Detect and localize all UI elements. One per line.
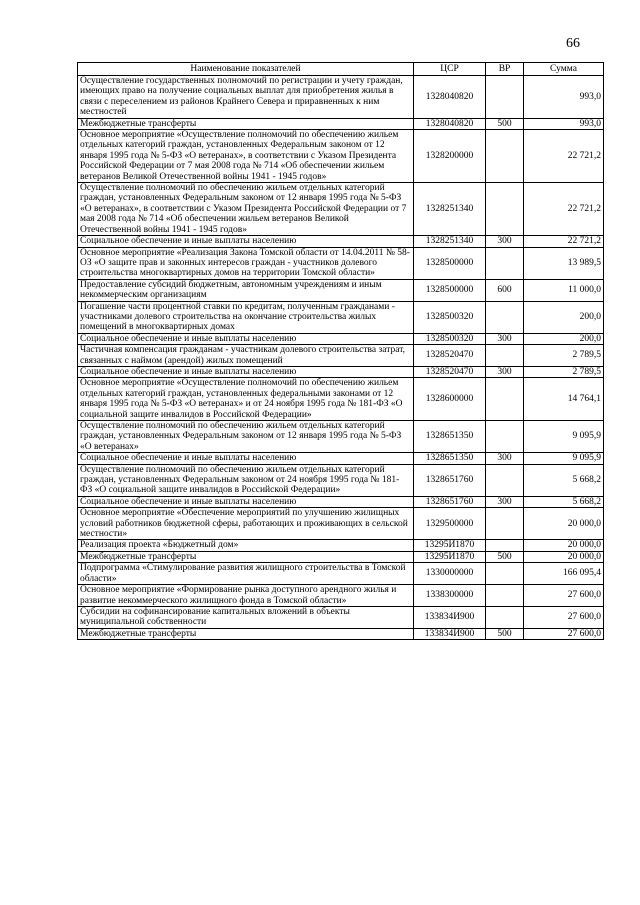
cell-vr: 300 [486, 453, 524, 464]
cell-vr [486, 247, 524, 279]
cell-csr: 1328651760 [414, 496, 486, 507]
table-row [78, 464, 604, 496]
table-row [78, 236, 604, 247]
cell-vr: 500 [486, 118, 524, 129]
cell-csr: 13295И1870 [414, 540, 486, 551]
cell-sum: 5 668,2 [524, 496, 604, 507]
cell-vr [486, 421, 524, 453]
cell-sum: 22 721,2 [524, 236, 604, 247]
cell-vr [486, 378, 524, 421]
cell-sum: 27 600,0 [524, 606, 604, 628]
cell-vr: 300 [486, 333, 524, 344]
table-row [78, 606, 604, 628]
table-row [78, 585, 604, 607]
cell-sum: 2 789,5 [524, 366, 604, 377]
cell-sum: 27 600,0 [524, 585, 604, 607]
cell-name: Осуществление полномочий по обеспечению жильем отдельных категорий граждан, установленных Федеральным законом от 24 ноября 1995 года № 181-ФЗ «О социальной защите инвалидов в Российской Федерации» [78, 464, 414, 496]
cell-vr [486, 464, 524, 496]
cell-name: Погашение части процентной ставки по кредитам, полученным гражданами - участниками долевого строительства на окончание строительства жилых помещений в многоквартирных домах [78, 301, 414, 333]
cell-sum: 11 000,0 [524, 279, 604, 301]
cell-name: Предоставление субсидий бюджетным, автономным учреждениям и иным некоммерческим организациям [78, 279, 414, 301]
cell-name: Основное мероприятие «Формирование рынка доступного арендного жилья и развитие некоммерческого жилищного фонда в Томской области» [78, 585, 414, 607]
cell-csr: 133834И900 [414, 628, 486, 639]
cell-sum: 200,0 [524, 333, 604, 344]
cell-csr: 1328251340 [414, 183, 486, 236]
table-row [78, 333, 604, 344]
cell-name: Основное мероприятие «Обеспечение мероприятий по улучшению жилищных условий работников бюджетной сферы, работающих и проживающих в сельской местности» [78, 508, 414, 540]
cell-name: Реализация проекта «Бюджетный дом» [78, 540, 414, 551]
cell-vr: 500 [486, 551, 524, 562]
cell-vr: 300 [486, 236, 524, 247]
cell-vr [486, 563, 524, 585]
cell-name: Основное мероприятие «Реализация Закона Томской области от 14.04.2011 № 58-ОЗ «О защите прав и законных интересов граждан - участников долевого строительства многоквартирных домов на территории Томской области» [78, 247, 414, 279]
cell-sum: 22 721,2 [524, 130, 604, 183]
table-row [78, 345, 604, 367]
cell-sum: 993,0 [524, 76, 604, 119]
cell-csr: 1338300000 [414, 585, 486, 607]
table-row [78, 551, 604, 562]
cell-name: Основное мероприятие «Осуществление полномочий по обеспечению жильем отдельных категорий граждан, установленных Федеральным законом от 12 января 1995 года № 5-ФЗ «О ветеранах», в соответствии с Указом Президента Российской Федерации от 7 мая 2008 года № 714 «Об обеспечении жильем ветеранов Великой Отечественной войны 1941 - 1945 годов» [78, 130, 414, 183]
cell-name: Подпрограмма «Стимулирование развития жилищного строительства в Томской области» [78, 563, 414, 585]
table-row [78, 118, 604, 129]
header-vr: ВР [486, 63, 524, 76]
table-row [78, 378, 604, 421]
table-row [78, 540, 604, 551]
table-row [78, 366, 604, 377]
cell-sum: 993,0 [524, 118, 604, 129]
cell-sum: 13 989,5 [524, 247, 604, 279]
table-row [78, 279, 604, 301]
cell-csr: 1328500320 [414, 301, 486, 333]
cell-name: Межбюджетные трансферты [78, 551, 414, 562]
cell-sum: 9 095,9 [524, 453, 604, 464]
cell-csr: 13295И1870 [414, 551, 486, 562]
table-row [78, 183, 604, 236]
cell-vr [486, 508, 524, 540]
cell-vr: 300 [486, 496, 524, 507]
cell-sum: 14 764,1 [524, 378, 604, 421]
table-body [78, 76, 604, 640]
cell-vr: 500 [486, 628, 524, 639]
table-row [78, 421, 604, 453]
cell-vr [486, 540, 524, 551]
table-row [78, 247, 604, 279]
cell-name: Социальное обеспечение и иные выплаты населению [78, 333, 414, 344]
cell-csr: 1328200000 [414, 130, 486, 183]
table-row [78, 628, 604, 639]
cell-csr: 1328500000 [414, 279, 486, 301]
cell-csr: 1330000000 [414, 563, 486, 585]
cell-name: Субсидии на софинансирование капитальных вложений в объекты муниципальной собственности [78, 606, 414, 628]
cell-name: Социальное обеспечение и иные выплаты населению [78, 366, 414, 377]
table-row [78, 76, 604, 119]
cell-name: Частичная компенсация гражданам - участникам долевого строительства затрат, связанных с наймом (арендой) жилых помещений [78, 345, 414, 367]
cell-sum: 27 600,0 [524, 628, 604, 639]
table-header-row [78, 63, 604, 76]
cell-csr: 1328651350 [414, 421, 486, 453]
cell-name: Основное мероприятие «Осуществление полномочий по обеспечению жильем отдельных категорий граждан, установленных федеральными законами от 12 января 1995 года № 5-ФЗ «О ветеранах» и от 24 ноября 1995 года № 181-ФЗ «О социальной защите инвалидов в Российской Федерации» [78, 378, 414, 421]
cell-csr: 1328520470 [414, 366, 486, 377]
cell-name: Межбюджетные трансферты [78, 118, 414, 129]
cell-vr [486, 345, 524, 367]
cell-sum: 166 095,4 [524, 563, 604, 585]
cell-sum: 5 668,2 [524, 464, 604, 496]
cell-csr: 1328600000 [414, 378, 486, 421]
table-row [78, 301, 604, 333]
cell-name: Социальное обеспечение и иные выплаты населению [78, 236, 414, 247]
cell-sum: 20 000,0 [524, 540, 604, 551]
cell-csr: 1328520470 [414, 345, 486, 367]
cell-sum: 22 721,2 [524, 183, 604, 236]
table-row [78, 563, 604, 585]
table-row [78, 508, 604, 540]
cell-csr: 1328040820 [414, 118, 486, 129]
cell-sum: 20 000,0 [524, 508, 604, 540]
cell-vr [486, 130, 524, 183]
cell-csr: 1328651760 [414, 464, 486, 496]
table-row [78, 130, 604, 183]
cell-vr [486, 76, 524, 119]
page-number: 66 [566, 36, 580, 51]
header-name: Наименование показателей [78, 63, 414, 76]
cell-vr [486, 183, 524, 236]
cell-csr: 1328500320 [414, 333, 486, 344]
cell-csr: 133834И900 [414, 606, 486, 628]
cell-sum: 20 000,0 [524, 551, 604, 562]
cell-sum: 200,0 [524, 301, 604, 333]
cell-vr [486, 301, 524, 333]
cell-vr: 300 [486, 366, 524, 377]
cell-name: Осуществление полномочий по обеспечению жильем отдельных категорий граждан, установленных Федеральным законом от 12 января 1995 года № 5-ФЗ «О ветеранах» [78, 421, 414, 453]
table-row [78, 453, 604, 464]
cell-name: Социальное обеспечение и иные выплаты населению [78, 496, 414, 507]
table-row [78, 496, 604, 507]
cell-vr [486, 606, 524, 628]
cell-sum: 9 095,9 [524, 421, 604, 453]
cell-sum: 2 789,5 [524, 345, 604, 367]
cell-csr: 1328040820 [414, 76, 486, 119]
cell-name: Осуществление полномочий по обеспечению жильем отдельных категорий граждан, установленных Федеральным законом от 12 января 1995 года № 5-ФЗ «О ветеранах», в соответствии с Указом Президента Российской Федерации от 7 мая 2008 года № 714 «Об обеспечении жильем ветеранов Великой Отечественной войны 1941 - 1945 годов» [78, 183, 414, 236]
header-csr: ЦСР [414, 63, 486, 76]
cell-name: Межбюджетные трансферты [78, 628, 414, 639]
header-sum: Сумма [524, 63, 604, 76]
cell-name: Осуществление государственных полномочий по регистрации и учету граждан, имеющих право на получение социальных выплат для приобретения жилья в связи с переселением из районов Крайнего Севера и приравненных к ним местностей [78, 76, 414, 119]
cell-csr: 1328251340 [414, 236, 486, 247]
cell-name: Социальное обеспечение и иные выплаты населению [78, 453, 414, 464]
cell-csr: 1328651350 [414, 453, 486, 464]
cell-vr [486, 585, 524, 607]
budget-table [77, 62, 604, 640]
cell-csr: 1329500000 [414, 508, 486, 540]
cell-vr: 600 [486, 279, 524, 301]
cell-csr: 1328500000 [414, 247, 486, 279]
